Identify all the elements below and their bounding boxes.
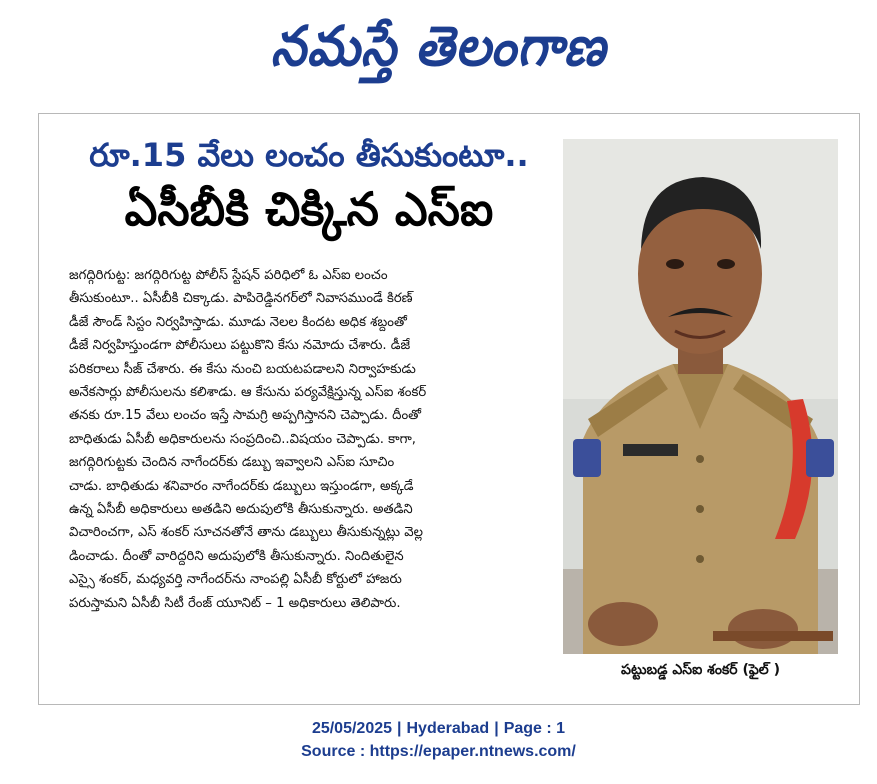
article-line: పరికరాలు సీజ్ చేశారు. ఈ కేసు నుంచి బయటపడాలని నిర్వాహకుడు [69,361,416,377]
source-label: Source : [301,743,366,760]
headline-kicker: రూ.15 వేలు లంచం తీసుకుంటూ.. [89,136,529,174]
article-line: ఎస్సై శంకర్, మధ్యవర్తి నాగేందర్‌ను నాంపల్లి ఏసీబీ కోర్టులో హాజరు [69,572,402,588]
source-link[interactable]: https://epaper.ntnews.com/ [369,743,576,760]
page-number: Page : 1 [503,720,566,737]
edition-city: Hyderabad [406,720,490,737]
article-line: బాధితుడు ఏసీబీ అధికారులను సంప్రదించి..విషయం చెప్పాడు. కాగా, [69,431,416,447]
article-body [69,264,569,615]
article-line: డీజే సౌండ్ సిస్టం నిర్వహిస్తాడు. మూడు నెలల కిందట అధిక శబ్దంతో [69,314,407,330]
masthead [0,0,877,105]
officer-portrait-illustration [563,139,838,654]
page-footer [0,717,877,763]
article-line: తనకు రూ.15 వేలు లంచం ఇస్తే సామగ్రి అప్పగిస్తానని చెప్పాడు. దీంతో [69,408,422,424]
edition-info: 25/05/2025 | Hyderabad | Page : 1 [311,720,566,737]
article-line: తీసుకుంటూ.. ఏసీబీకి చిక్కాడు. పాపిరెడ్డినగర్‌లో నివాసముండే కిరణ్ [69,291,413,307]
newspaper-logo: నమస్తే తెలంగాణ [270,12,607,78]
article-line: చాడు. బాధితుడు శనివారం నాగేందర్‌కు డబ్బులు ఇస్తుండగా, అక్కడే [69,478,414,494]
edition-date: 25/05/2025 [311,720,393,737]
photo-caption: పట్టుబడ్డ ఎస్ఐ శంకర్ (ఫైల్ ) [620,662,780,678]
article-line: డించాడు. దీంతో వారిద్దరిని అదుపులోకి తీసుకున్నారు. నిందితులైన [69,548,404,564]
article-line: జగద్గిరిగుట్టకు చెందిన నాగేందర్‌కు డబ్బు ఇవ్వాలని ఎస్ఐ సూచిం [69,455,395,471]
article-line: పరుస్తామని ఏసీబీ సిటీ రేంజ్ యూనిట్ – 1 అధికారులు తెలిపారు. [69,595,401,611]
article-line: విచారించగా, ఎస్ శంకర్ సూచనతోనే తాను డబ్బులు తీసుకున్నట్లు వెల్ల [69,525,423,541]
news-clipping [38,113,860,705]
headline: ఏసీబీకి చిక్కిన ఎస్ఐ [124,182,494,236]
article-line: జగద్గిరిగుట్ట: జగద్గిరిగుట్ట పోలీస్ స్టేషన్ పరిధిలో ఓ ఎస్ఐ లంచం [69,268,388,283]
article-line: అనేకసార్లు పోలీసులను కలిశాడు. ఆ కేసును పర్యవేక్షిస్తున్న ఎస్ఐ శంకర్ [69,385,427,401]
article-line: డీజే నిర్వహిస్తుండగా పోలీసులు పట్టుకొని కేసు నమోదు చేశారు. డీజే [69,338,411,354]
article-line: ఉన్న ఏసీబీ అధికారులు అతడిని అదుపులోకి తీసుకున్నారు. అతడిని [69,502,413,518]
officer-photo [563,139,838,654]
source-line [0,740,877,763]
